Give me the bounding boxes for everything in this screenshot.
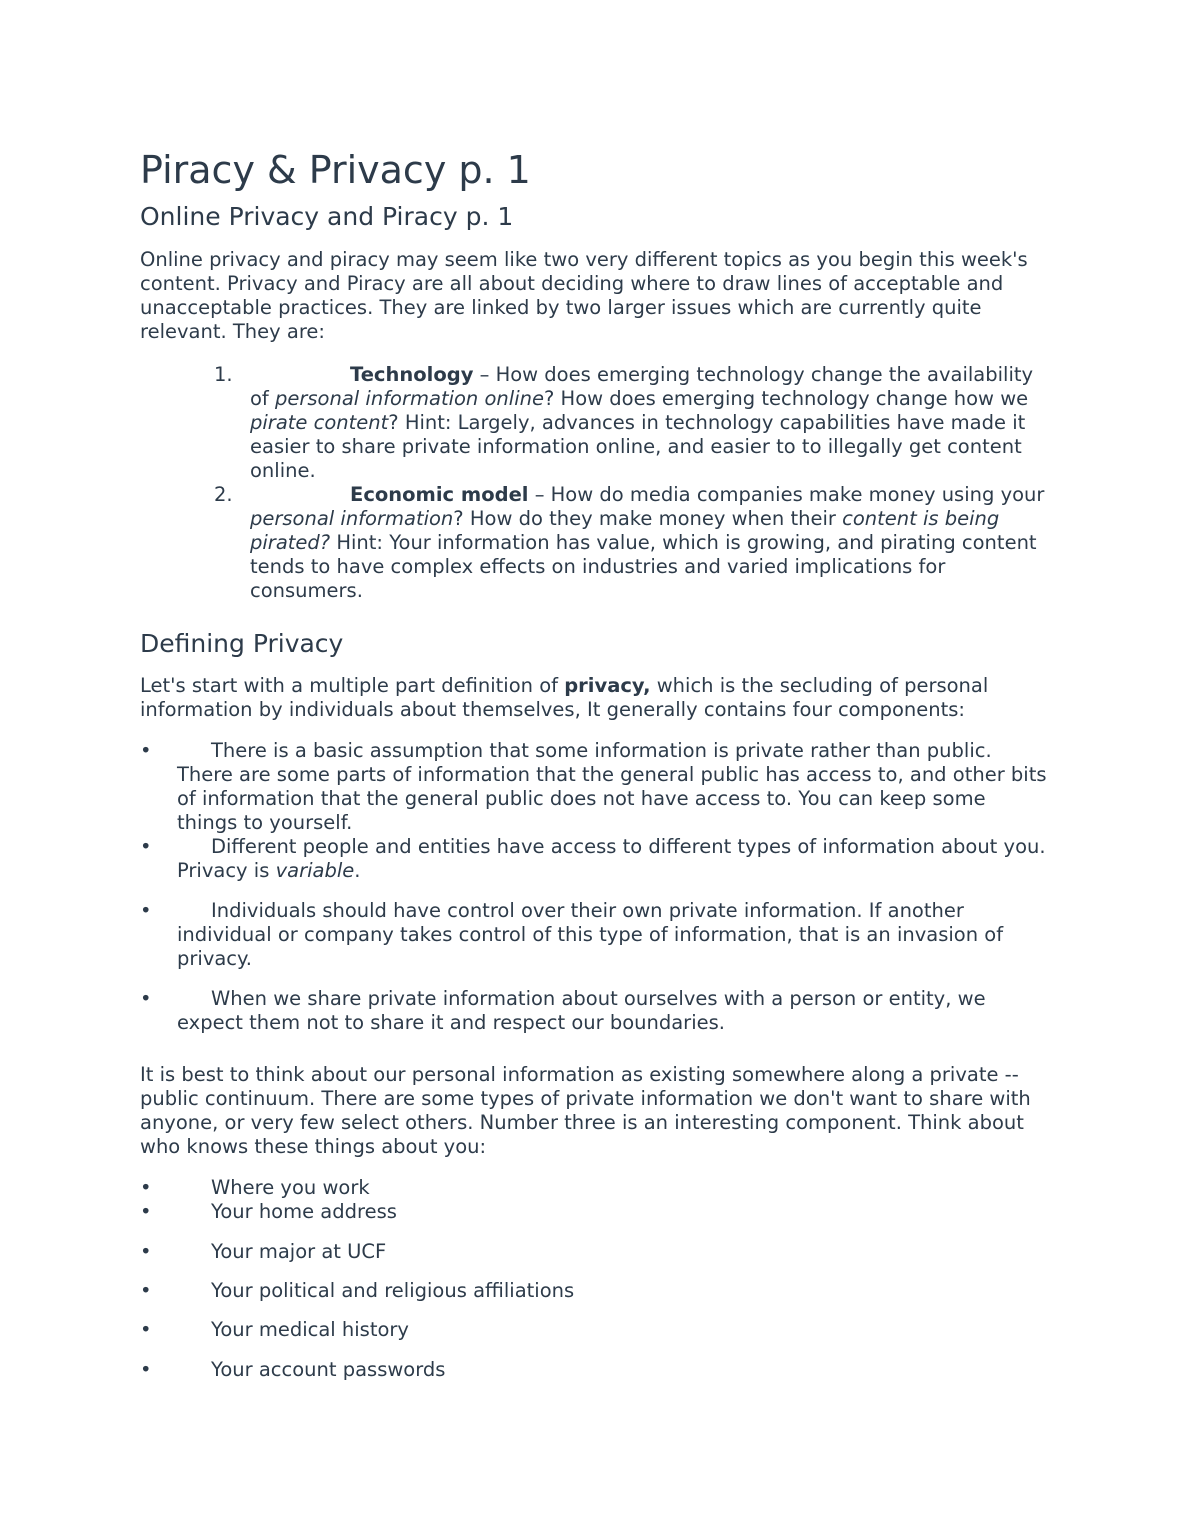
bullet-icon: • [140,1200,152,1223]
bullet-icon: • [140,1358,152,1381]
issue-item-technology: 1. Technology – How does emerging technology change the availability of personal information online? How does emerging technology change how we pirate content? Hint: Largely, advances in technology capabilities have made it easier to share private information online, and easier to to illegally get content online. [214,363,1034,482]
bullet-icon: • [140,1318,152,1341]
page-title: Piracy & Privacy p. 1 [140,148,531,192]
bullet-icon: • [140,1176,152,1199]
info-item: • Your home address [140,1200,397,1223]
bullet-icon: • [140,1279,152,1302]
info-item: • Your account passwords [140,1358,446,1381]
section-heading-defining-privacy: Defining Privacy [140,629,344,658]
issue-number: 2. [214,483,233,506]
intro-paragraph: Online privacy and piracy may seem like two very different topics as you begin this week's content. Privacy and Piracy are all about deciding where to draw lines of acceptable and unacceptable practices. They are linked by two larger issues which are currently quite relevant. They are: [140,248,1028,343]
component-item: • There is a basic assumption that some information is private rather than public. There are some parts of information that the general public has access to, and other bits of information that the general public does not have access to. You can keep some things to yourself. [140,739,1047,834]
bullet-icon: • [140,987,152,1010]
component-item: • Different people and entities have access to different types of information about you. Privacy is variable. [140,835,1046,882]
issue-item-economic-model: 2. Economic model – How do media companies make money using your personal information? How do they make money when their content is being pirated? Hint: Your information has value, which is growing, and pirating content tends to have complex effects on industries and varied implications for consumers. [214,483,1045,602]
bullet-icon: • [140,835,152,858]
page-subtitle: Online Privacy and Piracy p. 1 [140,202,514,231]
info-item: • Your medical history [140,1318,409,1341]
components-list [140,739,1050,1035]
bullet-icon: • [140,739,152,762]
definition-paragraph: Let's start with a multiple part definition of privacy, which is the secluding of personal information by individuals about themselves, It generally contains four components: [140,674,989,721]
document-content [140,148,1050,1382]
bullet-icon: • [140,1240,152,1263]
issue-heading: Technology [350,363,474,386]
issue-heading: Economic model [350,483,529,506]
bullet-icon: • [140,899,152,922]
info-item: • Where you work [140,1176,370,1199]
component-item: • Individuals should have control over their own private information. If another individual or company takes control of this type of information, that is an invasion of privacy. [140,899,1004,970]
issues-list [140,363,1050,603]
component-item: • When we share private information about ourselves with a person or entity, we expect them not to share it and respect our boundaries. [140,987,986,1034]
issue-number: 1. [214,363,233,386]
info-item: • Your political and religious affiliations [140,1279,575,1302]
info-item: • Your major at UCF [140,1240,387,1263]
personal-info-list [140,1176,1050,1382]
privacy-term: privacy, [564,674,651,697]
continuum-paragraph: It is best to think about our personal information as existing somewhere along a private -- public continuum. There are some types of private information we don't want to share with anyone, or very few select others. Number three is an interesting component. Think about who knows these things about you: [140,1063,1031,1158]
